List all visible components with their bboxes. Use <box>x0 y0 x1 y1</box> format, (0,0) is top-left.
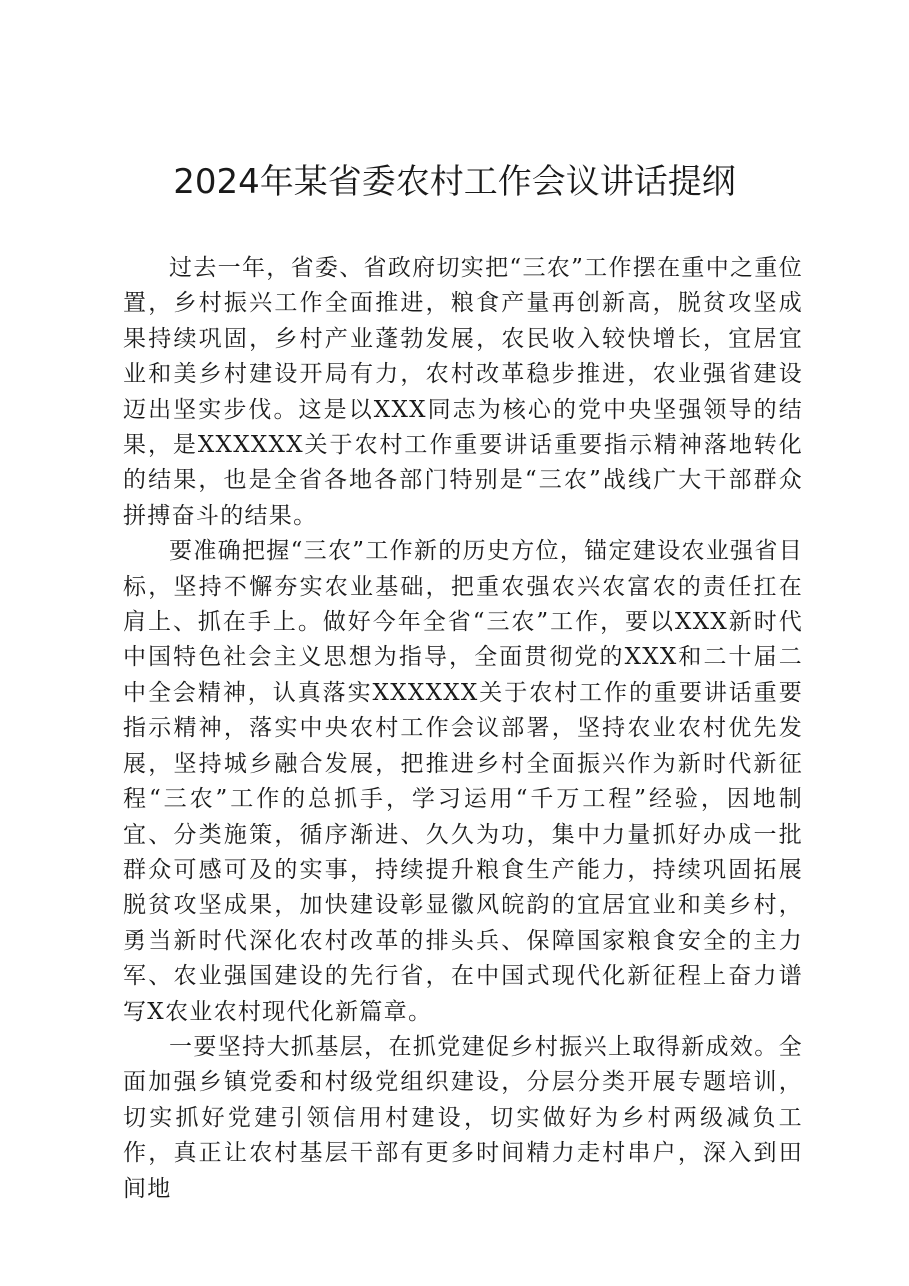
paragraph-3: 一要坚持大抓基层，在抓党建促乡村振兴上取得新成效。全面加强乡镇党委和村级党组织建设，分层分类开展专题培训，切实抓好党建引领信用村建设，切实做好为乡村两级减负工作，真正让农村基层干部有更多时间精力走村串户，深入到田间地 <box>123 1033 803 1202</box>
paragraph-2: 要准确把握“三农”工作新的历史方位，锚定建设农业强省目标，坚持不懈夯实农业基础，把重农强农兴农富农的责任扛在肩上、抓在手上。做好今年全省“三农”工作，要以XXX新时代中国特色社会主义思想为指导，全面贯彻党的XXX和二十届二中全会精神，认真落实XXXXXX关于农村工作的重要讲话重要指示精神，落实中央农村工作会议部署，坚持农业农村优先发展，坚持城乡融合发展，把推进乡村全面振兴作为新时代新征程“三农”工作的总抓手，学习运用“千万工程”经验，因地制宜、分类施策，循序渐进、久久为功，集中力量抓好办成一批群众可感可及的实事，持续提升粮食生产能力，持续巩固拓展脱贫攻坚成果，加快建设彰显徽风皖韵的宜居宜业和美乡村，勇当新时代深化农村改革的排头兵、保障国家粮食安全的主力军、农业强国建设的先行省，在中国式现代化新征程上奋力谱写X农业农村现代化新篇章。 <box>123 538 803 1025</box>
document-body <box>123 251 803 1207</box>
document-title: 2024年某省委农村工作会议讲话提纲 <box>173 162 736 202</box>
paragraph-1: 过去一年，省委、省政府切实把“三农”工作摆在重中之重位置，乡村振兴工作全面推进，粮食产量再创新高，脱贫攻坚成果持续巩固，乡村产业蓬勃发展，农民收入较快增长，宜居宜业和美乡村建设开局有力，农村改革稳步推进，农业强省建设迈出坚实步伐。这是以XXX同志为核心的党中央坚强领导的结果，是XXXXXX关于农村工作重要讲话重要指示精神落地转化的结果，也是全省各地各部门特别是“三农”战线广大干部群众拼搏奋斗的结果。 <box>123 255 803 529</box>
